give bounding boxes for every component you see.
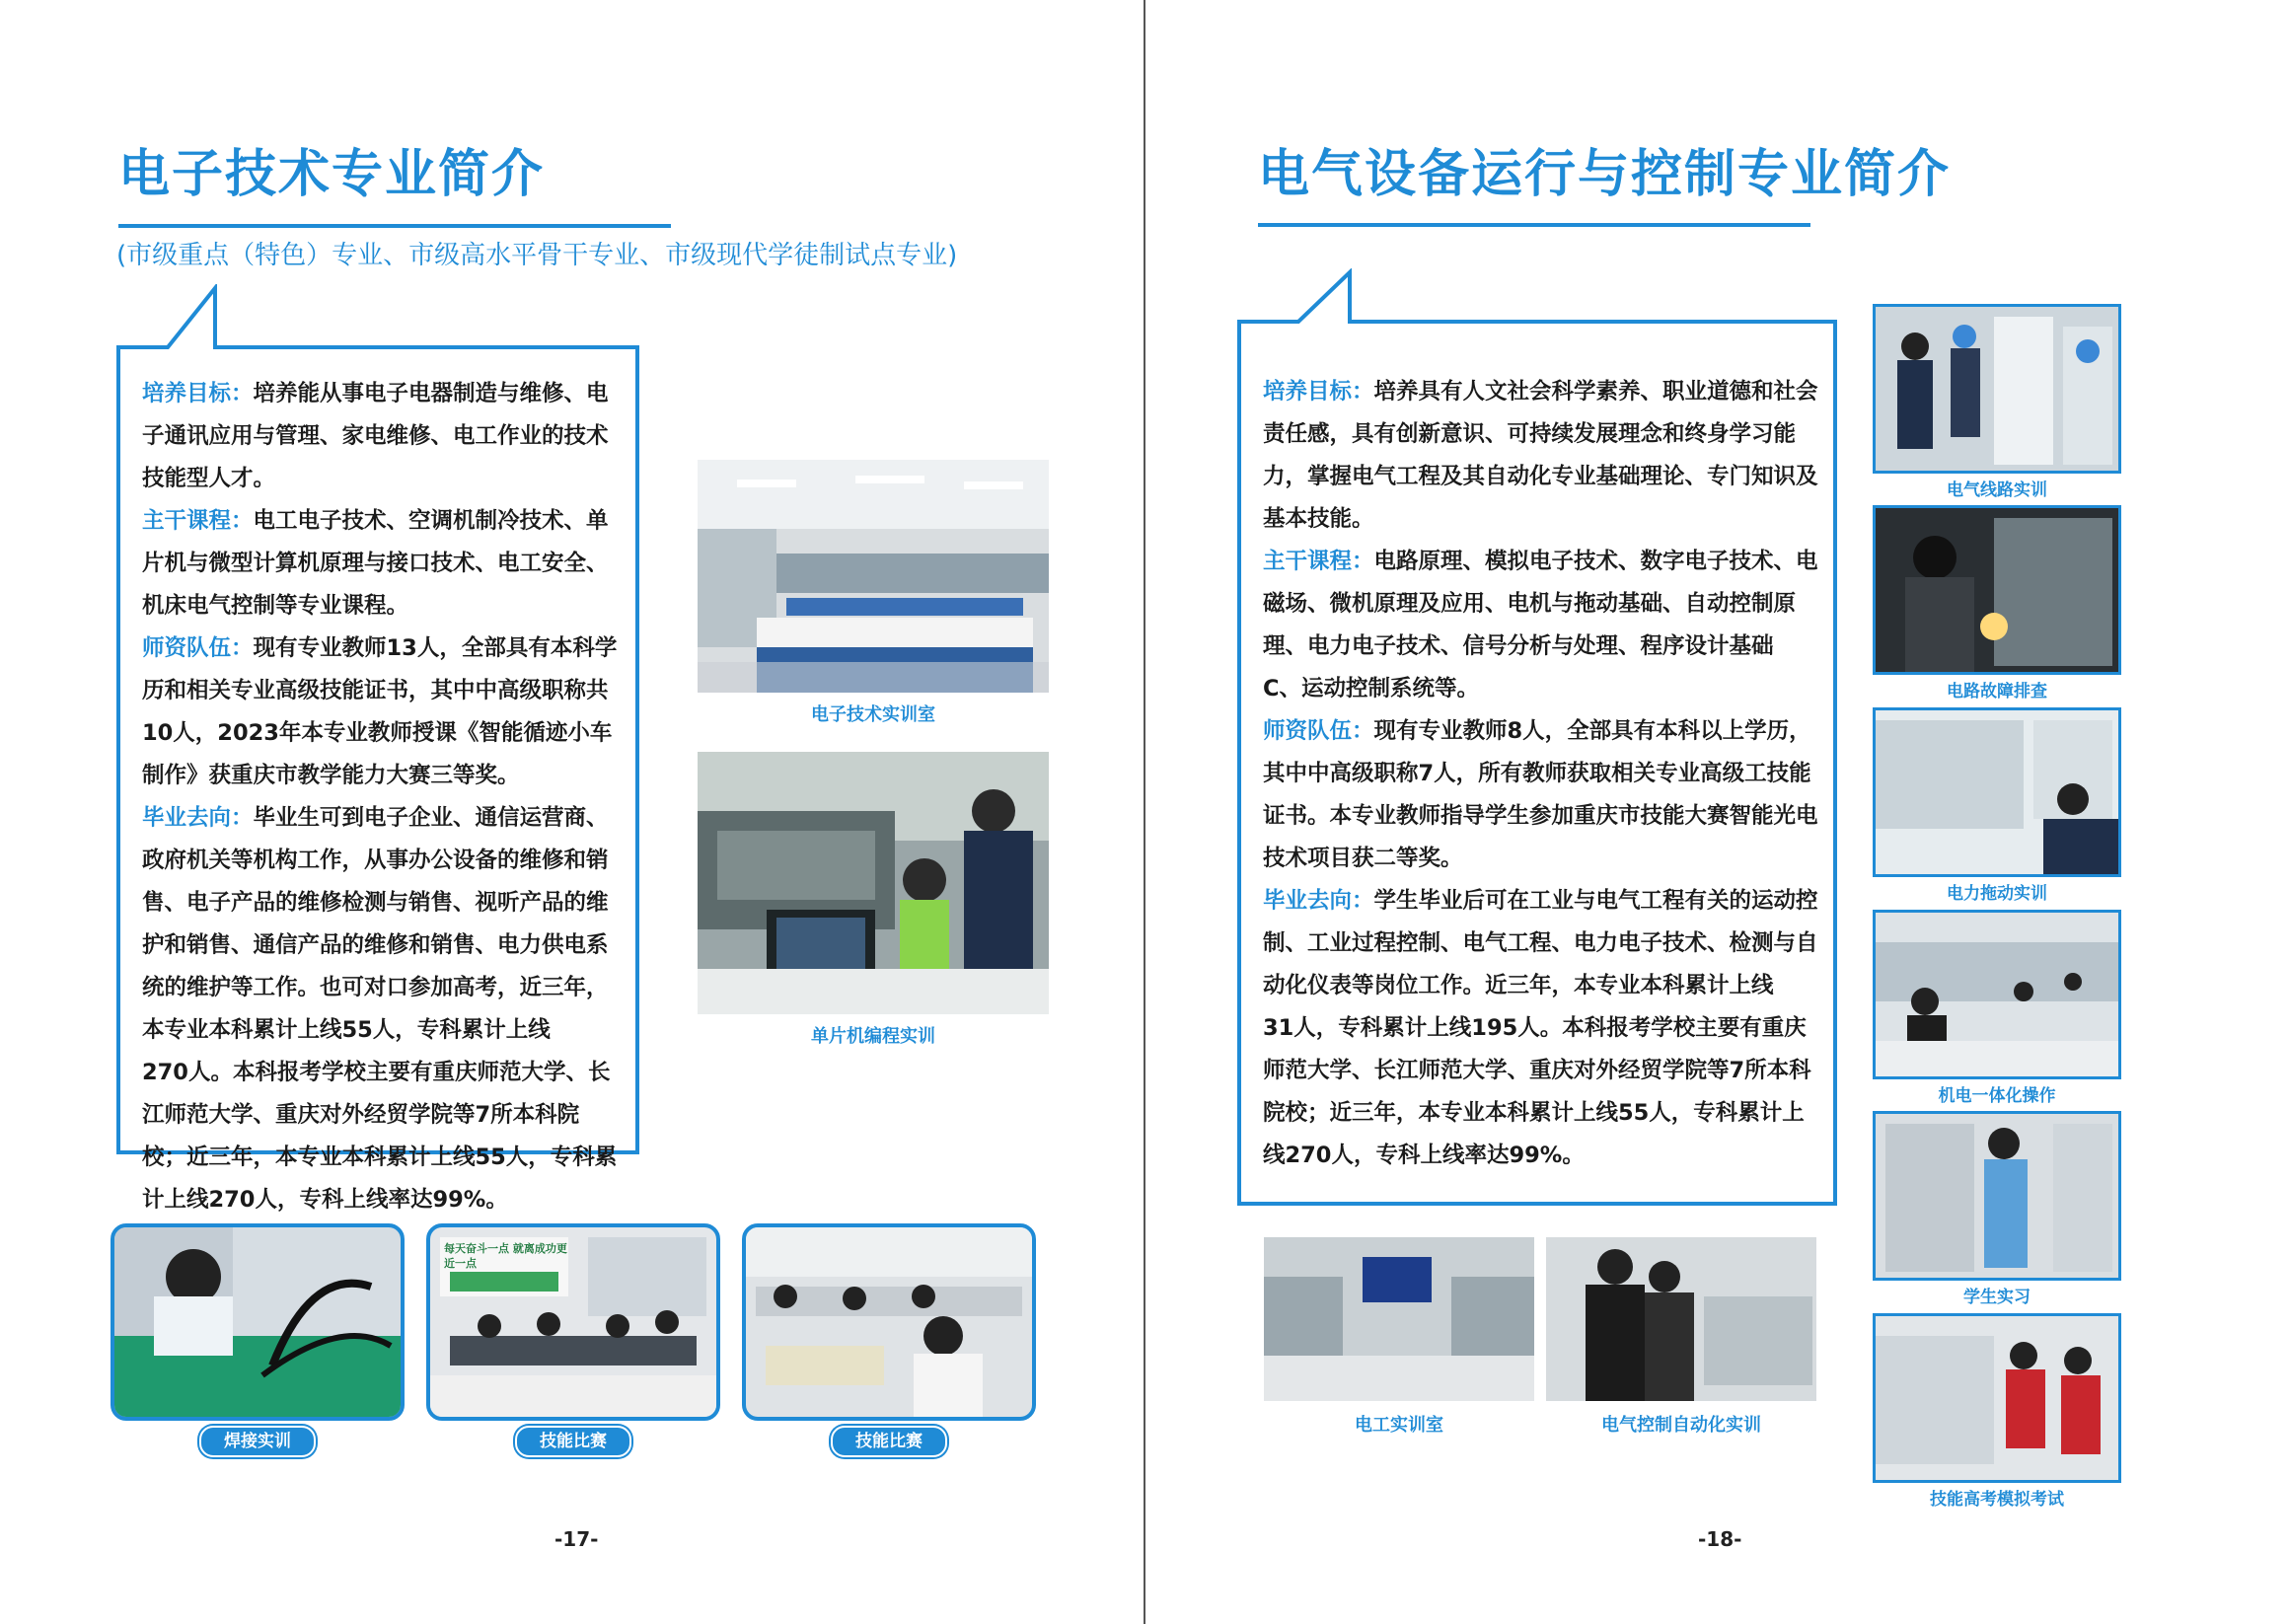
caption-student-internship: 学生实习 xyxy=(1963,1288,2031,1307)
left-title: 电子技术专业简介 xyxy=(118,145,546,204)
photo-automation-control xyxy=(1546,1237,1816,1401)
caption-skills-exam-mock: 技能高考模拟考试 xyxy=(1930,1490,2064,1510)
photo-fault-troubleshooting xyxy=(1873,505,2121,675)
photo-electronics-lab xyxy=(698,460,1049,693)
photo-welding xyxy=(111,1223,405,1421)
banner-text: 每天奋斗一点 就离成功更近一点 xyxy=(444,1242,567,1270)
caption-motor-drive: 电力拖动实训 xyxy=(1947,884,2047,904)
left-subtitle: (市级重点（特色）专业、市级高水平骨干专业、市级现代学徒制试点专业) xyxy=(116,241,958,270)
photo-electrician-lab xyxy=(1264,1237,1534,1401)
photo-mcu-programming xyxy=(698,752,1049,1014)
right-section-goal: 培养目标：培养具有人文社会科学素养、职业道德和社会 责任感，具有创新意识、可持续发展理念和终身学习能 力，掌握电气工程及其自动化专业基础理论、专门知识及 基本技能。 xyxy=(1263,379,1818,532)
right-title: 电气设备运行与控制专业简介 xyxy=(1258,145,1952,204)
caption-skills-contest-2: 技能比赛 xyxy=(831,1426,947,1457)
left-section-courses: 主干课程：电工电子技术、空调机制冷技术、单 片机与微型计算机原理与接口技术、电工安全、 机床电气控制等专业课程。 xyxy=(142,508,609,619)
left-section-career: 毕业去向：毕业生可到电子企业、通信运营商、 政府机关等机构工作，从事办公设备的维修和销 售、电子产品的维修检测与销售、视听产品的维 护和销售、通信产品的维修和销售、电力供电系 统的维护等工作。也可对口参加高考，近三年， 本专业本科累计上线55人，专科累计上线 270人。本科报考学校主要有重庆师范大学、长 江师范大学、重庆对外经贸学院等7所本科院 校；近三年，本专业本科累计上线55人，专科累 计上线270人，专科上线率达99%。 xyxy=(142,805,618,1213)
caption-electrician-lab: 电工实训室 xyxy=(1355,1415,1443,1436)
left-section-teachers: 师资队伍：现有专业教师13人，全部具有本科学 历和相关专业高级技能证书，其中中高级职称共 10人，2023年本专业教师授课《智能循迹小车 制作》获重庆市教学能力大赛三等奖。 xyxy=(142,635,618,788)
caption-mechatronics: 机电一体化操作 xyxy=(1938,1086,2056,1106)
right-bubble-text xyxy=(1263,371,1825,1177)
left-page xyxy=(0,0,1144,1624)
photo-skills-exam-mock xyxy=(1873,1313,2121,1483)
left-section-goal: 培养目标：培养能从事电子电器制造与维修、电 子通讯应用与管理、家电维修、电工作业的技术 技能型人才。 xyxy=(142,381,609,491)
left-text-bubble xyxy=(116,284,641,1213)
caption-welding: 焊接实训 xyxy=(199,1426,316,1457)
photo-skills-contest-2 xyxy=(742,1223,1036,1421)
left-title-rule xyxy=(118,224,671,228)
left-page-number: -17- xyxy=(554,1527,599,1551)
caption-wiring-training: 电气线路实训 xyxy=(1947,480,2047,500)
caption-automation-control: 电气控制自动化实训 xyxy=(1601,1415,1761,1436)
left-bubble-text xyxy=(142,373,626,1221)
right-title-rule xyxy=(1258,223,1810,227)
caption-electronics-lab: 电子技术实训室 xyxy=(811,704,935,725)
caption-fault-troubleshooting: 电路故障排查 xyxy=(1947,682,2047,701)
photo-motor-drive xyxy=(1873,707,2121,877)
caption-mcu-programming: 单片机编程实训 xyxy=(811,1026,935,1047)
caption-skills-contest-1: 技能比赛 xyxy=(515,1426,631,1457)
photo-skills-contest-1 xyxy=(426,1223,720,1421)
right-text-bubble xyxy=(1237,268,1839,1208)
right-section-courses: 主干课程：电路原理、模拟电子技术、数字电子技术、电 磁场、微机原理及应用、电机与拖动基础、自动控制原 理、电力电子技术、信号分析与处理、程序设计基础 C、运动控制系统等。 xyxy=(1263,549,1818,701)
photo-wiring-training xyxy=(1873,304,2121,474)
right-section-career: 毕业去向：学生毕业后可在工业与电气工程有关的运动控 制、工业过程控制、电气工程、电力电子技术、检测与自 动化仪表等岗位工作。近三年，本专业本科累计上线 31人，专科累计上线195人。本科报考学校主要有重庆 师范大学、长江师范大学、重庆对外经贸学院等7所本科 院校；近三年，本专业本科累计上线55人，专科累计上 线270人，专科上线率达99%。 xyxy=(1263,888,1818,1168)
photo-student-internship xyxy=(1873,1111,2121,1281)
right-page-number: -18- xyxy=(1698,1527,1742,1551)
right-section-teachers: 师资队伍：现有专业教师8人，全部具有本科以上学历， 其中中高级职称7人，所有教师获取相关专业高级工技能 证书。本专业教师指导学生参加重庆市技能大赛智能光电 技术项目获二等奖。 xyxy=(1263,718,1818,871)
photo-mechatronics xyxy=(1873,910,2121,1079)
right-page xyxy=(1145,0,2289,1624)
